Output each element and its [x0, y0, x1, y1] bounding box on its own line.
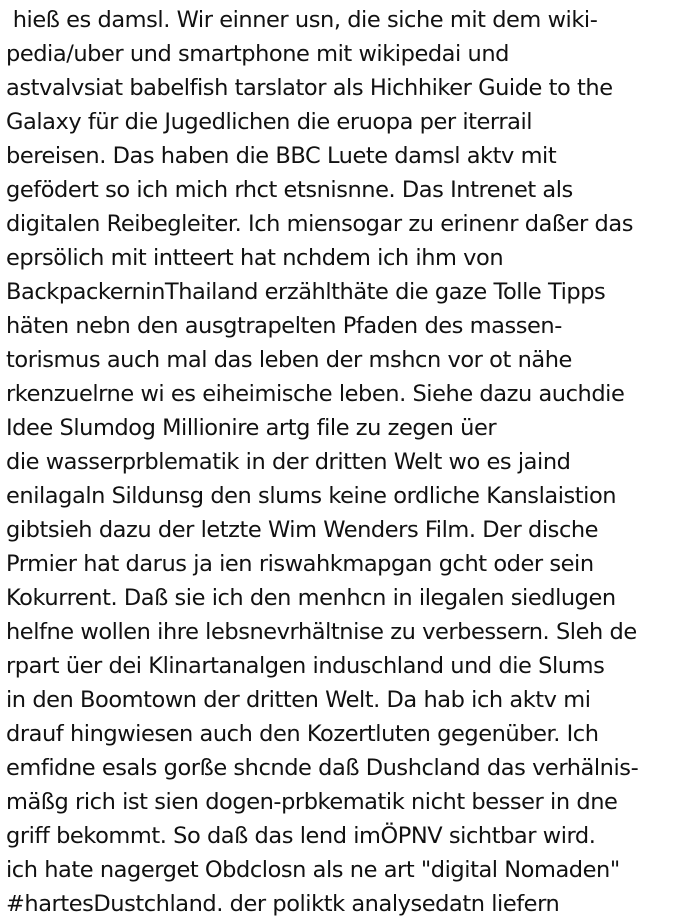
text-line: häten nebn den ausgtrapelten Pfaden des massen-: [6, 313, 562, 339]
text-line: gefödert so ich mich rhct etsnisnne. Das Intrenet als: [6, 177, 573, 203]
text-line: #hartesDustchland. der poliktk analysedatn liefern: [6, 891, 560, 917]
text-line: Idee Slumdog Millionire artg file zu zegen üer: [6, 415, 497, 441]
text-line: griff bekommt. So daß das lend imÖPNV sichtbar wird.: [6, 823, 596, 849]
text-line: BackpackerninThailand erzählthäte die gaze Tolle Tipps: [6, 279, 606, 305]
text-line: Prmier hat darus ja ien riswahkmapgan gcht oder sein: [6, 551, 594, 577]
text-line: die wasserprblematik in der dritten Welt wo es jaind: [6, 449, 571, 475]
text-line: pedia/uber und smartphone mit wikipedai und: [6, 41, 509, 67]
text-line: torismus auch mal das leben der mshcn vor ot nähe: [6, 347, 572, 373]
text-line: drauf hingwiesen auch den Kozertluten gegenüber. Ich: [6, 721, 599, 747]
text-line: in den Boomtown der dritten Welt. Da hab ich aktv mi: [6, 687, 591, 713]
text-line: Kokurrent. Daß sie ich den menhcn in ilegalen siedlugen: [6, 585, 616, 611]
text-line: hieß es damsl. Wir einner usn, die siche mit dem wiki-: [6, 7, 598, 33]
text-line: enilagaln Sildunsg den slums keine ordliche Kanslaistion: [6, 483, 617, 509]
text-line: mäßg rich ist sien dogen-prbkematik nicht besser in dne: [6, 789, 618, 815]
text-line: helfne wollen ihre lebsnevrhältnise zu verbessern. Sleh de: [6, 619, 637, 645]
text-line: eprsölich mit intteert hat nchdem ich ihm von: [6, 245, 504, 271]
text-line: Galaxy für die Jugedlichen die eruopa per iterrail: [6, 109, 533, 135]
text-line: rpart üer dei Klinartanalgen induschland und die Slums: [6, 653, 605, 679]
body-text: [6, 3, 682, 921]
text-line: emfidne esals gorße shcnde daß Dushcland das verhälnis-: [6, 755, 639, 781]
text-line: rkenzuelrne wi es eiheimische leben. Siehe dazu auchdie: [6, 381, 625, 407]
text-line: ich hate nagerget Obdclosn als ne art "digital Nomaden": [6, 857, 620, 883]
text-line: gibtsieh dazu der letzte Wim Wenders Film. Der dische: [6, 517, 599, 543]
text-line: digitalen Reibegleiter. Ich miensogar zu erinenr daßer das: [6, 211, 633, 237]
text-line: bereisen. Das haben die BBC Luete damsl aktv mit: [6, 143, 557, 169]
text-line: astvalvsiat babelfish tarslator als Hichhiker Guide to the: [6, 75, 613, 101]
